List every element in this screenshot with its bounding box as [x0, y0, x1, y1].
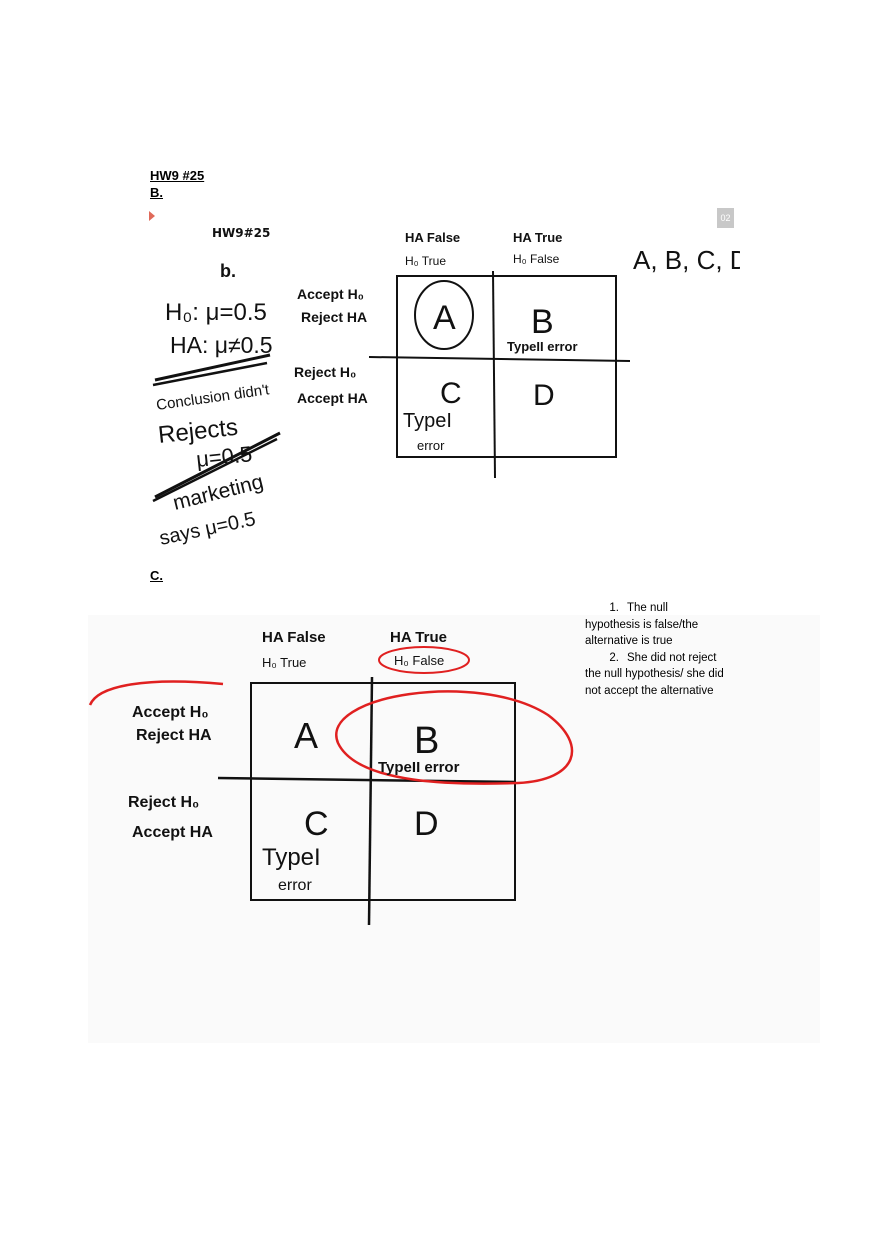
c-col1-label-b: H₀ True	[262, 655, 307, 670]
c-cell-c: C	[304, 805, 329, 843]
type1-label-error: error	[417, 438, 445, 453]
conclusion-text: Conclusion didn't	[155, 381, 271, 414]
figure-b-letter: b.	[220, 261, 236, 281]
c-matrix-vertical	[369, 677, 372, 925]
section-b-label: B.	[150, 185, 163, 200]
row1-label-a: Accept H₀	[297, 286, 364, 302]
cell-d: D	[533, 379, 555, 412]
c-row2-label-b: Accept HA	[132, 824, 213, 841]
c-cell-a: A	[294, 715, 319, 756]
matrix-horizontal	[369, 357, 630, 361]
hyp-alt: HA: μ≠0.5	[170, 332, 273, 358]
c-row1-label-b: Reject HA	[136, 727, 212, 744]
row2-label-a: Reject H₀	[294, 364, 357, 380]
row1-label-b: Reject HA	[301, 309, 368, 325]
col2-label-a: HA True	[513, 230, 563, 245]
c-col2-label-a: HA True	[390, 629, 447, 646]
c-row1-label-a: Accept H₀	[132, 704, 209, 721]
red-arc-mark	[90, 682, 223, 705]
matrix-vertical	[493, 271, 495, 478]
c-row2-label-a: Reject H₀	[128, 794, 200, 811]
c-col1-label-a: HA False	[262, 629, 326, 646]
divider-line-1	[155, 355, 270, 380]
answers-list	[585, 600, 725, 699]
c-type2-label: TypeII error	[378, 759, 460, 776]
c-cell-b: B	[414, 720, 440, 762]
mu-value-text: μ=0.5	[194, 441, 254, 472]
row2-label-b: Accept HA	[297, 390, 368, 406]
c-cell-d: D	[414, 805, 439, 843]
col1-label-b: H₀ True	[405, 254, 446, 268]
type2-label: TypeII error	[507, 339, 578, 354]
c-type1-label-error: error	[278, 877, 312, 894]
figure-b-drawing	[145, 205, 740, 560]
answer-abcd: A, B, C, D	[633, 245, 740, 275]
divider-line-2	[153, 363, 267, 385]
rejects-text: Rejects	[156, 413, 240, 449]
marketing-text: marketing	[170, 470, 266, 515]
cell-b: B	[531, 303, 554, 341]
answer-item: 2. She did not reject the null hypothesis/ she did not accept the alternative	[585, 651, 724, 697]
says-text: says μ=0.5	[157, 508, 258, 550]
type1-label: TypeI	[403, 410, 452, 432]
figure-b-title: HW9#25	[212, 226, 271, 240]
c-col2-label-b: H₀ False	[394, 653, 445, 668]
page-badge: 02	[717, 208, 734, 228]
c-matrix-horizontal	[218, 778, 515, 782]
col1-label-a: HA False	[405, 230, 461, 245]
cell-c: C	[440, 377, 462, 410]
hyp-null: H₀: μ=0.5	[165, 299, 267, 326]
col2-label-b: H₀ False	[513, 252, 560, 266]
section-c-label: C.	[150, 568, 163, 583]
answer-item: 1. The null hypothesis is false/the alternative is true	[585, 602, 699, 647]
figure-b	[145, 205, 740, 560]
red-marker	[149, 211, 155, 221]
c-type1-label: TypeI	[262, 844, 321, 871]
cell-a: A	[433, 299, 456, 337]
doc-title: HW9 #25	[150, 168, 205, 183]
